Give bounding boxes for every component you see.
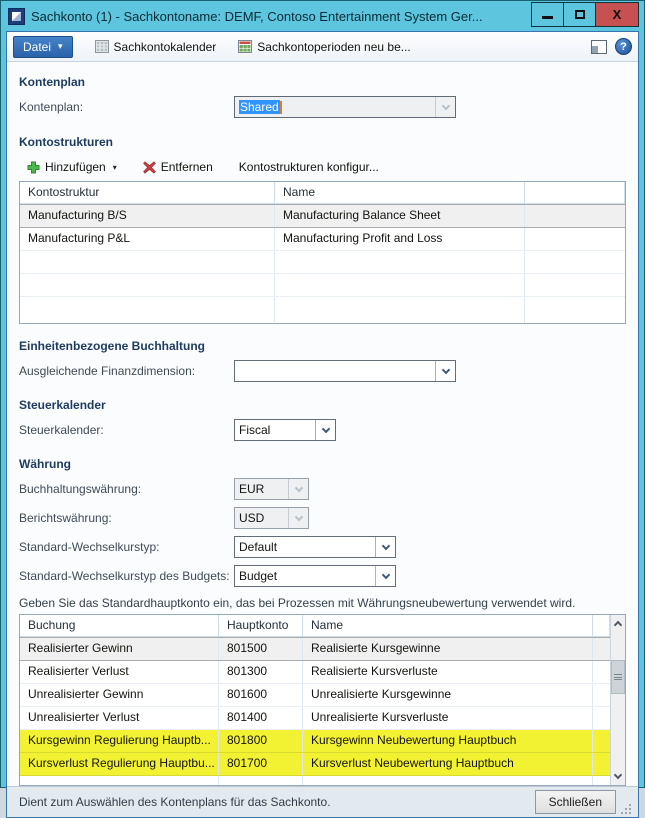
berichtswaehrung-combobox <box>234 507 309 529</box>
column-header-name[interactable]: Name <box>303 615 593 636</box>
cell-name[interactable]: Realisierte Kursgewinne <box>303 638 593 660</box>
column-header-name[interactable]: Name <box>275 182 525 203</box>
wechselkurstyp-budget-value: Budget <box>239 569 278 583</box>
window-frame <box>6 31 639 818</box>
table-row[interactable] <box>20 637 610 661</box>
entfernen-label: Entfernen <box>160 160 213 174</box>
chevron-down-icon <box>294 512 302 520</box>
app-icon <box>8 8 25 25</box>
schliessen-button[interactable]: Schließen <box>535 790 616 814</box>
dropdown-button-disabled <box>288 508 308 528</box>
cell-empty <box>525 205 625 227</box>
table-row-highlighted[interactable] <box>20 730 610 753</box>
standardhauptkonto-instruction: Geben Sie das Standardhauptkonto ein, das bei Prozessen mit Währungsneubewertung verwendet wird. <box>19 596 576 610</box>
chevron-down-icon: ▾ <box>112 162 117 172</box>
text-caret <box>280 101 282 114</box>
cell-empty <box>593 730 610 752</box>
empty-row <box>20 274 625 297</box>
cell-hauptkonto[interactable]: 801400 <box>219 707 303 729</box>
kontostrukturen-grid <box>19 181 626 324</box>
entfernen-button[interactable] <box>143 160 213 174</box>
cell-empty <box>593 684 610 706</box>
kontostrukturen-konfigurieren-button[interactable] <box>239 160 379 174</box>
help-icon[interactable]: ? <box>615 38 632 55</box>
column-header-empty <box>525 182 625 203</box>
status-text: Dient zum Auswählen des Kontenplans für das Sachkonto. <box>19 795 331 809</box>
cell-empty <box>593 707 610 729</box>
table-row[interactable] <box>20 707 610 730</box>
form-content <box>7 62 638 786</box>
status-bar <box>7 786 638 817</box>
section-einheiten-heading: Einheitenbezogene Buchhaltung <box>19 339 206 353</box>
berichtswaehrung-label: Berichtswährung: <box>19 511 112 525</box>
buchhaltungswaehrung-combobox <box>234 478 309 500</box>
calendar-grid-icon <box>95 40 109 53</box>
vertical-scrollbar[interactable] <box>610 615 625 785</box>
wechselkurstyp-budget-combobox[interactable] <box>234 565 396 587</box>
minimize-icon <box>542 16 553 19</box>
datei-label: Datei <box>23 39 52 54</box>
table-row[interactable] <box>20 204 625 228</box>
steuerkalender-label: Steuerkalender: <box>19 423 104 437</box>
scrollbar-track[interactable] <box>611 632 625 768</box>
wechselkurstyp-combobox[interactable] <box>234 536 396 558</box>
finanzdimension-combobox[interactable] <box>234 360 456 382</box>
window-title: Sachkonto (1) - Sachkontoname: DEMF, Contoso Entertainment System Ger... <box>31 8 483 24</box>
dropdown-button-disabled <box>288 479 308 499</box>
cell-name[interactable]: Unrealisierte Kursverluste <box>303 707 593 729</box>
maximize-button[interactable] <box>563 2 595 27</box>
finanzdimension-value <box>235 361 435 381</box>
empty-row <box>20 776 610 785</box>
scrollbar-thumb[interactable] <box>611 660 625 694</box>
buchhaltungswaehrung-field-row <box>19 478 626 500</box>
kontenplan-dropdown-button[interactable] <box>435 97 455 117</box>
table-row[interactable] <box>20 228 625 251</box>
cell-name[interactable]: Kursgewinn Neubewertung Hauptbuch <box>303 730 593 752</box>
wechselkurstyp-budget-dropdown-button[interactable] <box>375 566 395 586</box>
kontostrukturen-grid-header <box>20 182 625 204</box>
cell-kontostruktur[interactable]: Manufacturing B/S <box>20 205 275 227</box>
empty-row <box>20 297 625 323</box>
hinzufuegen-button[interactable] <box>27 160 117 174</box>
wechselkurstyp-budget-label: Standard-Wechselkurstyp des Budgets: <box>19 569 230 583</box>
sachkontokalender-button[interactable] <box>95 40 217 54</box>
chevron-up-icon <box>614 621 622 629</box>
plus-icon <box>27 161 40 174</box>
layout-pane-icon[interactable] <box>591 40 607 54</box>
section-kontostrukturen-heading: Kontostrukturen <box>19 135 113 149</box>
close-icon: X <box>612 6 622 22</box>
chevron-down-icon <box>381 570 389 578</box>
grip-icon <box>614 674 622 680</box>
cell-buchung[interactable]: Unrealisierter Verlust <box>20 707 219 729</box>
table-row[interactable] <box>20 661 610 684</box>
red-x-icon <box>143 161 156 174</box>
table-row[interactable] <box>20 684 610 707</box>
datei-menu-button[interactable] <box>13 36 73 58</box>
cell-buchung[interactable]: Kursgewinn Regulierung Hauptb... <box>20 730 219 752</box>
buchhaltungswaehrung-label: Buchhaltungswährung: <box>19 482 142 496</box>
column-header-empty <box>593 615 610 636</box>
chevron-down-icon <box>614 771 622 779</box>
finanzdimension-dropdown-button[interactable] <box>435 361 455 381</box>
cell-name[interactable]: Realisierte Kursverluste <box>303 661 593 683</box>
wechselkurstyp-budget-field-row <box>19 565 626 587</box>
title-bar <box>1 1 644 31</box>
chevron-down-icon <box>441 365 449 373</box>
kontostrukturen-toolbar <box>19 155 626 179</box>
hinzufuegen-label: Hinzufügen <box>45 160 106 174</box>
close-button[interactable] <box>595 2 639 27</box>
cell-hauptkonto[interactable]: 801700 <box>219 753 303 775</box>
sachkontoperioden-button[interactable] <box>238 40 410 54</box>
berichtswaehrung-field-row <box>19 507 626 529</box>
kontenplan-label: Kontenplan: <box>19 100 84 114</box>
cell-empty <box>593 661 610 683</box>
chevron-down-icon: ▾ <box>58 41 63 51</box>
column-header-buchung[interactable]: Buchung <box>20 615 219 636</box>
sachkontoperioden-label: Sachkontoperioden neu be... <box>257 39 411 54</box>
cell-empty <box>593 753 610 775</box>
wechselkurstyp-dropdown-button[interactable] <box>375 537 395 557</box>
wechselkurstyp-value: Default <box>239 540 278 554</box>
empty-row <box>20 251 625 274</box>
finanzdimension-label: Ausgleichende Finanzdimension: <box>19 364 196 378</box>
cell-buchung[interactable]: Kursverlust Regulierung Hauptbu... <box>20 753 219 775</box>
window-controls <box>531 2 639 27</box>
wechselkurstyp-field-row <box>19 536 626 558</box>
steuerkalender-field-row <box>19 419 626 441</box>
kontenplan-field-row <box>19 96 626 118</box>
section-steuerkalender-heading: Steuerkalender <box>19 398 106 412</box>
konfigurieren-label: Kontostrukturen konfigur... <box>238 160 379 174</box>
cell-name[interactable]: Manufacturing Profit and Loss <box>275 228 525 250</box>
cell-kontostruktur[interactable]: Manufacturing P&L <box>20 228 275 250</box>
cell-hauptkonto[interactable]: 801600 <box>219 684 303 706</box>
column-header-kontostruktur[interactable]: Kontostruktur <box>20 182 275 203</box>
cell-buchung[interactable]: Realisierter Verlust <box>20 661 219 683</box>
cell-empty <box>525 228 625 250</box>
steuerkalender-value: Fiscal <box>239 423 271 437</box>
cell-buchung[interactable]: Unrealisierter Gewinn <box>20 684 219 706</box>
column-header-hauptkonto[interactable]: Hauptkonto <box>219 615 303 636</box>
cell-hauptkonto[interactable]: 801500 <box>219 638 303 660</box>
section-waehrung-heading: Währung <box>19 457 71 471</box>
periods-table-icon <box>238 40 252 53</box>
maximize-icon <box>575 10 585 19</box>
chevron-down-icon <box>321 424 329 432</box>
buchhaltungswaehrung-value: EUR <box>239 482 265 496</box>
berichtswaehrung-value: USD <box>239 511 265 525</box>
kontenplan-combobox[interactable] <box>234 96 456 118</box>
toolbar-right <box>591 38 632 55</box>
main-toolbar <box>7 32 638 62</box>
steuerkalender-combobox[interactable] <box>234 419 336 441</box>
section-kontenplan-heading: Kontenplan <box>19 75 85 89</box>
hauptkonto-grid-body <box>20 615 610 785</box>
cell-hauptkonto[interactable]: 801300 <box>219 661 303 683</box>
cell-name[interactable]: Unrealisierte Kursgewinne <box>303 684 593 706</box>
steuerkalender-dropdown-button[interactable] <box>315 420 335 440</box>
kontenplan-value: Shared <box>235 97 435 117</box>
cell-buchung[interactable]: Realisierter Gewinn <box>20 638 219 660</box>
wechselkurstyp-label: Standard-Wechselkurstyp: <box>19 540 160 554</box>
chevron-down-icon <box>441 101 449 109</box>
chevron-down-icon <box>294 483 302 491</box>
resize-grip[interactable] <box>620 803 632 815</box>
minimize-button[interactable] <box>531 2 563 27</box>
hauptkonto-grid-header <box>20 615 610 637</box>
table-row-highlighted[interactable] <box>20 753 610 776</box>
sachkontokalender-label: Sachkontokalender <box>113 39 217 54</box>
cell-name[interactable]: Kursverlust Neubewertung Hauptbuch <box>303 753 593 775</box>
chevron-down-icon <box>381 541 389 549</box>
cell-empty <box>593 638 610 660</box>
cell-name[interactable]: Manufacturing Balance Sheet <box>275 205 525 227</box>
finanzdimension-field-row <box>19 360 626 382</box>
hauptkonto-grid <box>19 614 626 786</box>
cell-hauptkonto[interactable]: 801800 <box>219 730 303 752</box>
scroll-up-button[interactable] <box>611 615 625 632</box>
scroll-down-button[interactable] <box>611 768 625 785</box>
